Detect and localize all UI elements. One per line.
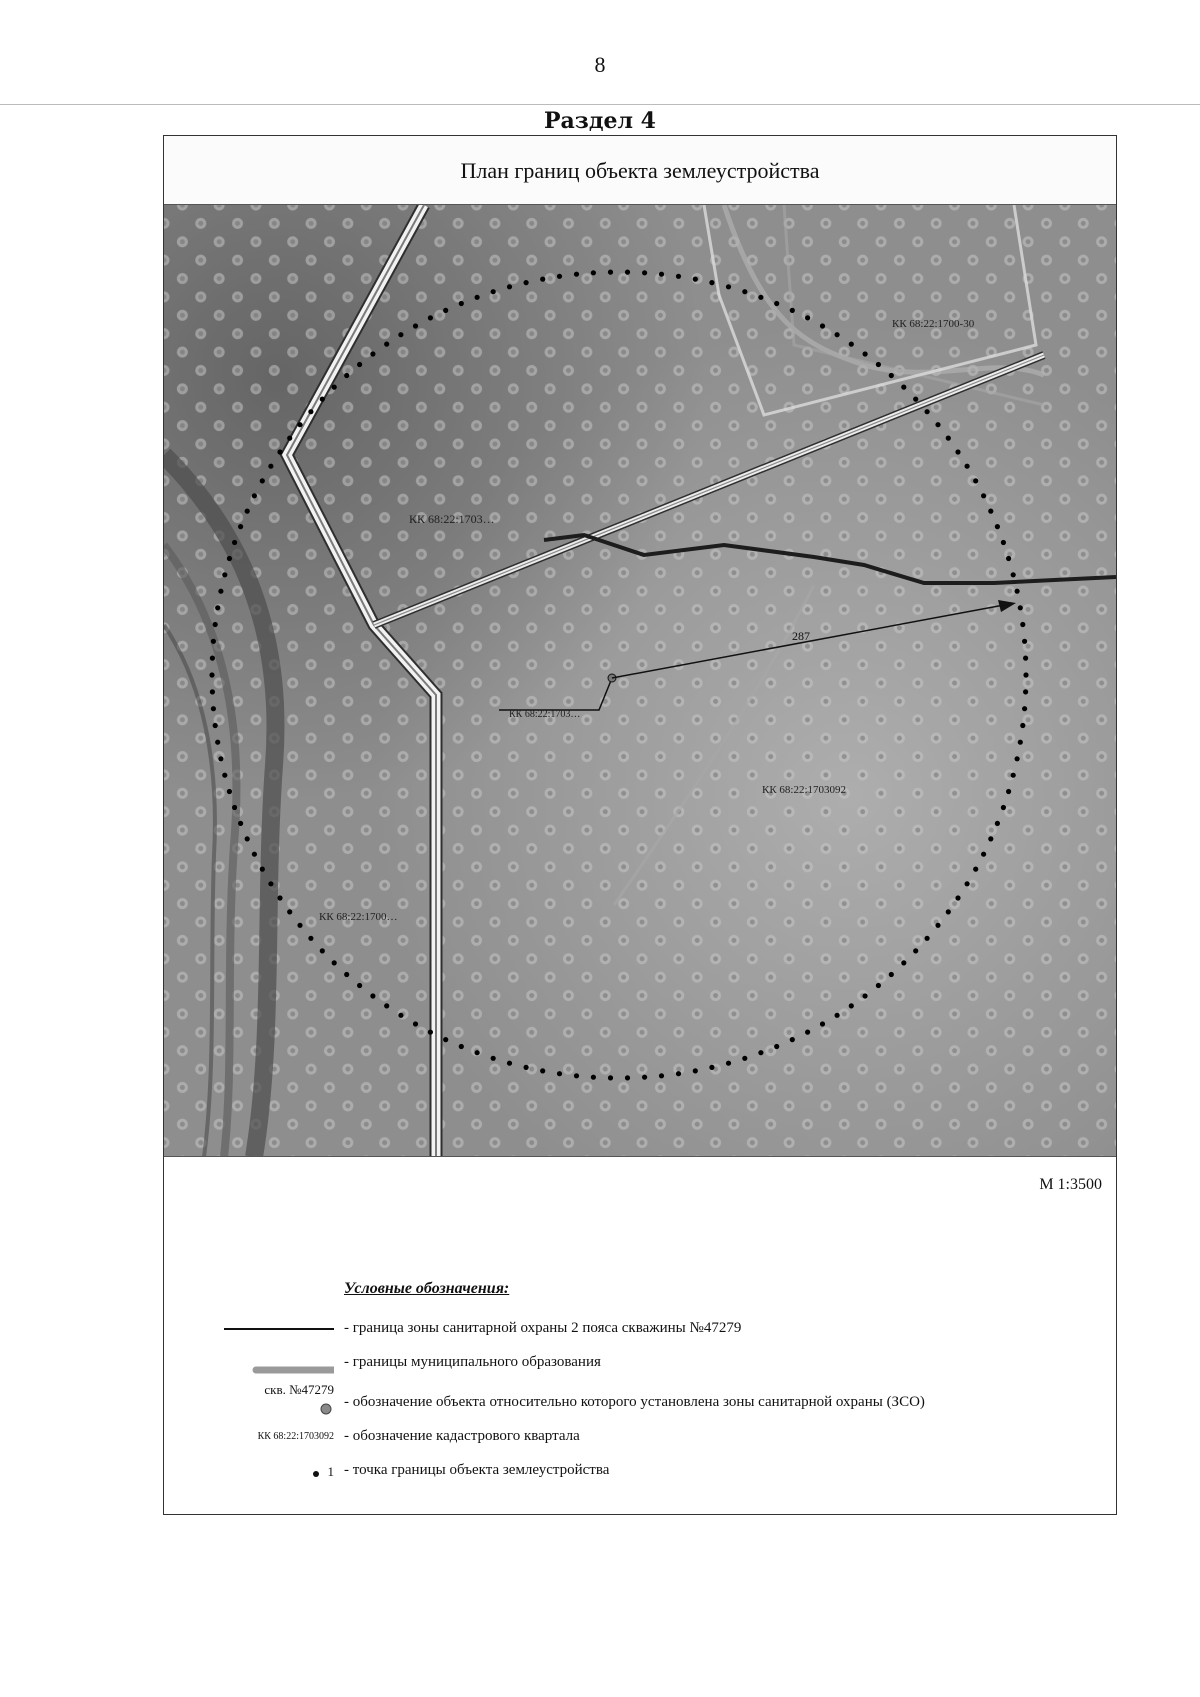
boundary-point bbox=[901, 960, 906, 965]
boundary-point bbox=[308, 409, 313, 414]
boundary-point bbox=[790, 308, 795, 313]
legend-text: - обозначение кадастрового квартала bbox=[344, 1428, 580, 1444]
boundary-point bbox=[1015, 756, 1020, 761]
boundary-point bbox=[209, 672, 214, 677]
legend-item-municipal-boundary bbox=[164, 1346, 1116, 1380]
boundary-point bbox=[277, 449, 282, 454]
boundary-point bbox=[370, 351, 375, 356]
boundary-point bbox=[774, 1044, 779, 1049]
boundary-point bbox=[1001, 805, 1006, 810]
boundary-point bbox=[876, 362, 881, 367]
boundary-point bbox=[790, 1037, 795, 1042]
boundary-point bbox=[1006, 789, 1011, 794]
boundary-point bbox=[459, 301, 464, 306]
boundary-point bbox=[981, 493, 986, 498]
boundary-point bbox=[357, 983, 362, 988]
boundary-point bbox=[913, 948, 918, 953]
boundary-point bbox=[1022, 639, 1027, 644]
boundary-point bbox=[995, 821, 1000, 826]
boundary-point bbox=[659, 272, 664, 277]
quarter-label-center: КК 68:22:1703… bbox=[509, 709, 581, 720]
boundary-point bbox=[540, 277, 545, 282]
boundary-point bbox=[574, 1073, 579, 1078]
boundary-point bbox=[297, 422, 302, 427]
boundary-point bbox=[308, 936, 313, 941]
boundary-point bbox=[297, 923, 302, 928]
boundary-point bbox=[332, 385, 337, 390]
boundary-point bbox=[211, 706, 216, 711]
boundary-point bbox=[252, 852, 257, 857]
boundary-point bbox=[925, 409, 930, 414]
boundary-point bbox=[913, 397, 918, 402]
boundary-point bbox=[889, 972, 894, 977]
boundary-point bbox=[232, 540, 237, 545]
boundary-point bbox=[287, 436, 292, 441]
boundary-point bbox=[973, 478, 978, 483]
boundary-point bbox=[540, 1068, 545, 1073]
boundary-point bbox=[413, 1021, 418, 1026]
boundary-point bbox=[1001, 540, 1006, 545]
boundary-point bbox=[608, 270, 613, 275]
boundary-point bbox=[709, 280, 714, 285]
boundary-point bbox=[1020, 622, 1025, 627]
legend-text: - граница зоны санитарной охраны 2 пояса скважины №47279 bbox=[344, 1320, 742, 1336]
boundary-point bbox=[238, 821, 243, 826]
boundary-point bbox=[693, 277, 698, 282]
boundary-point bbox=[491, 1056, 496, 1061]
boundary-point bbox=[726, 284, 731, 289]
boundary-point bbox=[758, 295, 763, 300]
boundary-point bbox=[955, 895, 960, 900]
boundary-point bbox=[398, 332, 403, 337]
boundary-point bbox=[222, 572, 227, 577]
boundary-point bbox=[213, 723, 218, 728]
boundary-point bbox=[277, 895, 282, 900]
quarter-label-center-left: КК 68:22:1703… bbox=[409, 512, 495, 526]
boundary-point bbox=[642, 270, 647, 275]
boundary-point bbox=[849, 1003, 854, 1008]
boundary-point bbox=[213, 622, 218, 627]
boundary-point bbox=[973, 867, 978, 872]
satellite-map[interactable] bbox=[164, 205, 1116, 1157]
boundary-point bbox=[210, 689, 215, 694]
boundary-point bbox=[1006, 556, 1011, 561]
boundary-point bbox=[709, 1065, 714, 1070]
boundary-point bbox=[742, 289, 747, 294]
page-number: 8 bbox=[594, 52, 606, 77]
boundary-point bbox=[988, 509, 993, 514]
map-texture bbox=[164, 205, 1116, 1157]
boundary-point bbox=[591, 1075, 596, 1080]
boundary-point bbox=[344, 373, 349, 378]
legend-symbol-grey-line bbox=[204, 1346, 334, 1380]
boundary-point bbox=[475, 1050, 480, 1055]
boundary-point bbox=[995, 524, 1000, 529]
boundary-point bbox=[849, 342, 854, 347]
boundary-point bbox=[215, 740, 220, 745]
plan-sheet bbox=[163, 135, 1117, 1515]
boundary-point bbox=[413, 323, 418, 328]
boundary-point bbox=[946, 909, 951, 914]
boundary-point bbox=[287, 909, 292, 914]
boundary-point bbox=[443, 308, 448, 313]
section-title: Раздел 4 bbox=[544, 108, 656, 134]
boundary-point bbox=[227, 789, 232, 794]
boundary-point bbox=[428, 315, 433, 320]
boundary-point bbox=[524, 1065, 529, 1070]
boundary-point bbox=[398, 1013, 403, 1018]
boundary-point bbox=[245, 509, 250, 514]
boundary-point bbox=[215, 605, 220, 610]
boundary-point bbox=[370, 993, 375, 998]
boundary-point bbox=[758, 1050, 763, 1055]
boundary-point bbox=[1011, 572, 1016, 577]
boundary-point bbox=[876, 983, 881, 988]
boundary-point bbox=[557, 274, 562, 279]
boundary-point bbox=[925, 936, 930, 941]
boundary-point bbox=[863, 351, 868, 356]
boundary-point bbox=[1018, 740, 1023, 745]
boundary-point bbox=[981, 852, 986, 857]
radius-label: 287 bbox=[792, 629, 810, 643]
legend-symbol-black-line bbox=[204, 1312, 334, 1346]
boundary-point bbox=[211, 639, 216, 644]
boundary-point bbox=[935, 923, 940, 928]
boundary-point bbox=[344, 972, 349, 977]
boundary-point bbox=[210, 656, 215, 661]
boundary-point bbox=[835, 1013, 840, 1018]
map-scale: М 1:3500 bbox=[1039, 1176, 1102, 1193]
boundary-point bbox=[357, 362, 362, 367]
boundary-point bbox=[591, 270, 596, 275]
boundary-point bbox=[475, 295, 480, 300]
boundary-point bbox=[507, 1061, 512, 1066]
quarter-caption: КК 68:22:1703092 bbox=[257, 1431, 334, 1442]
header-divider bbox=[0, 104, 1200, 105]
boundary-point bbox=[625, 270, 630, 275]
boundary-point bbox=[238, 524, 243, 529]
boundary-point bbox=[1022, 706, 1027, 711]
boundary-point bbox=[1023, 672, 1028, 677]
boundary-point bbox=[946, 436, 951, 441]
boundary-point bbox=[557, 1071, 562, 1076]
boundary-point bbox=[642, 1075, 647, 1080]
boundary-point bbox=[805, 315, 810, 320]
boundary-point bbox=[676, 274, 681, 279]
boundary-point bbox=[574, 272, 579, 277]
boundary-point bbox=[935, 422, 940, 427]
boundary-point bbox=[320, 948, 325, 953]
boundary-point bbox=[1023, 689, 1028, 694]
boundary-point bbox=[268, 464, 273, 469]
boundary-point bbox=[245, 836, 250, 841]
boundary-point bbox=[1023, 656, 1028, 661]
legend-text: - границы муниципального образования bbox=[344, 1354, 601, 1370]
boundary-point bbox=[608, 1075, 613, 1080]
boundary-point bbox=[1018, 605, 1023, 610]
boundary-point bbox=[227, 556, 232, 561]
well-symbol-icon bbox=[204, 1382, 334, 1416]
boundary-point bbox=[955, 449, 960, 454]
boundary-point bbox=[507, 284, 512, 289]
boundary-point bbox=[676, 1071, 681, 1076]
boundary-point bbox=[774, 301, 779, 306]
boundary-point bbox=[218, 756, 223, 761]
boundary-point bbox=[1015, 589, 1020, 594]
well-caption: скв. №47279 bbox=[264, 1382, 334, 1397]
boundary-point bbox=[835, 332, 840, 337]
plan-title: План границ объекта землеустройства bbox=[164, 136, 1116, 205]
boundary-point bbox=[218, 589, 223, 594]
boundary-point bbox=[988, 836, 993, 841]
point-caption: 1 bbox=[327, 1464, 334, 1479]
quarter-label-right: КК 68:22:1703092 bbox=[762, 784, 847, 796]
boundary-point bbox=[320, 397, 325, 402]
boundary-point bbox=[659, 1073, 664, 1078]
boundary-point bbox=[260, 867, 265, 872]
boundary-point bbox=[524, 280, 529, 285]
boundary-point bbox=[443, 1037, 448, 1042]
legend-text: - обозначение объекта относительно которого установлена зоны санитарной охраны (ЗСО) bbox=[344, 1394, 925, 1410]
boundary-point bbox=[252, 493, 257, 498]
boundary-point bbox=[820, 1021, 825, 1026]
legend-text: - точка границы объекта землеустройства bbox=[344, 1462, 610, 1478]
legend-title: Условные обозначения: bbox=[344, 1280, 510, 1297]
boundary-point bbox=[805, 1030, 810, 1035]
legend-item-quarter bbox=[164, 1420, 1116, 1454]
boundary-point bbox=[863, 993, 868, 998]
boundary-point bbox=[459, 1044, 464, 1049]
boundary-point bbox=[965, 464, 970, 469]
boundary-point bbox=[332, 960, 337, 965]
boundary-point bbox=[693, 1068, 698, 1073]
boundary-point bbox=[222, 773, 227, 778]
boundary-point bbox=[820, 323, 825, 328]
boundary-point bbox=[726, 1061, 731, 1066]
legend-item-zone-boundary bbox=[164, 1312, 1116, 1346]
boundary-point bbox=[625, 1075, 630, 1080]
boundary-point bbox=[260, 478, 265, 483]
boundary-point bbox=[268, 881, 273, 886]
legend-item-point bbox=[164, 1454, 1116, 1488]
boundary-point bbox=[965, 881, 970, 886]
legend-item-well bbox=[164, 1382, 1116, 1416]
boundary-point bbox=[232, 805, 237, 810]
boundary-point bbox=[384, 1003, 389, 1008]
quarter-label-bottom-left: КК 68:22:1700… bbox=[319, 911, 398, 923]
boundary-point bbox=[491, 289, 496, 294]
boundary-point bbox=[742, 1056, 747, 1061]
quarter-label-top-right: КК 68:22:1700-30 bbox=[892, 318, 975, 330]
boundary-point bbox=[1020, 723, 1025, 728]
boundary-point bbox=[889, 373, 894, 378]
boundary-point bbox=[428, 1030, 433, 1035]
boundary-point bbox=[901, 385, 906, 390]
map-area[interactable] bbox=[164, 205, 1116, 1157]
boundary-point bbox=[1011, 773, 1016, 778]
boundary-point bbox=[384, 342, 389, 347]
